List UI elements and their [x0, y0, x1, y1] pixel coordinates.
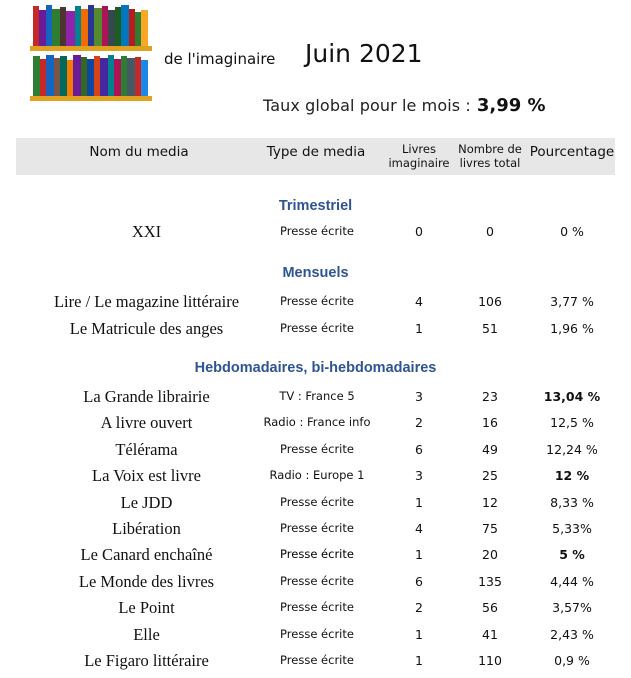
- imaginaire-count: 4: [415, 521, 423, 536]
- media-name: La Voix est livre: [92, 466, 201, 485]
- global-rate-value: 3,99 %: [476, 95, 546, 116]
- column-header-total: [456, 142, 524, 170]
- media-name: Le Monde des livres: [78, 572, 215, 591]
- percentage: 12,24 %: [546, 442, 598, 457]
- table-row: [0, 319, 631, 345]
- table-row: [0, 545, 631, 571]
- total-count: 41: [482, 627, 498, 642]
- media-type: Presse écrite: [280, 442, 354, 456]
- imaginaire-count: 2: [415, 415, 423, 430]
- column-header-total-line2: livres total: [459, 156, 521, 170]
- column-header-imaginaire-line1: Livres: [402, 142, 436, 156]
- percentage: 12,5 %: [550, 415, 594, 430]
- imaginaire-count: 1: [415, 495, 423, 510]
- section-title-mensuels: Mensuels: [282, 265, 349, 281]
- imaginaire-count: 1: [415, 547, 423, 562]
- column-header-imaginaire: [386, 142, 452, 170]
- column-header-type: Type de media: [266, 144, 366, 160]
- total-count: 106: [478, 294, 502, 309]
- imaginaire-count: 1: [415, 321, 423, 336]
- percentage: 3,57%: [552, 600, 592, 615]
- media-name: Elle: [133, 625, 160, 644]
- percentage: 12 %: [554, 468, 590, 483]
- media-name: Le JDD: [120, 493, 173, 512]
- total-count: 23: [482, 389, 498, 404]
- table-row: [0, 440, 631, 466]
- media-type: Presse écrite: [280, 495, 354, 509]
- global-rate: [263, 95, 546, 116]
- media-name: XXI: [131, 222, 162, 241]
- total-count: 75: [482, 521, 498, 536]
- table-row: [0, 466, 631, 492]
- bookshelf-logo-icon: [30, 4, 152, 102]
- column-header-total-line1: Nombre de: [458, 142, 522, 156]
- total-count: 20: [482, 547, 498, 562]
- global-rate-label: Taux global pour le mois :: [263, 96, 471, 115]
- total-count: 25: [482, 468, 498, 483]
- percentage: 3,77 %: [550, 294, 594, 309]
- table-row: [0, 598, 631, 624]
- media-name: Télérama: [115, 440, 178, 459]
- media-type: Radio : France info: [263, 415, 371, 429]
- percentage: 8,33 %: [550, 495, 594, 510]
- percentage: 0 %: [560, 224, 584, 239]
- total-count: 56: [482, 600, 498, 615]
- month-title: Juin 2021: [305, 39, 423, 68]
- column-header-percentage: Pourcentage: [529, 144, 615, 160]
- media-type: Presse écrite: [280, 574, 354, 588]
- imaginaire-count: 2: [415, 600, 423, 615]
- total-count: 135: [478, 574, 502, 589]
- imaginaire-count: 6: [415, 442, 423, 457]
- percentage: 1,96 %: [550, 321, 594, 336]
- percentage: 4,44 %: [550, 574, 594, 589]
- media-name: Libération: [112, 519, 181, 538]
- column-header-name: Nom du media: [89, 144, 189, 160]
- table-row: [0, 625, 631, 651]
- percentage: 0,9 %: [554, 653, 590, 668]
- table-row: [0, 651, 631, 677]
- media-name: Le Point: [118, 598, 175, 617]
- media-type: Radio : Europe 1: [269, 468, 365, 482]
- percentage: 2,43 %: [550, 627, 594, 642]
- media-name: Le Matricule des anges: [69, 319, 224, 338]
- column-header-imaginaire-line2: imaginaire: [388, 156, 450, 170]
- percentage: 5,33%: [552, 521, 592, 536]
- percentage: 13,04 %: [543, 389, 601, 404]
- media-name: La Grande librairie: [83, 387, 210, 406]
- imaginaire-count: 3: [415, 389, 423, 404]
- table-row: [0, 572, 631, 598]
- header-subtitle: de l'imaginaire: [164, 50, 276, 68]
- total-count: 49: [482, 442, 498, 457]
- media-type: Presse écrite: [280, 653, 354, 667]
- table-row: [0, 519, 631, 545]
- media-name: Le Figaro littéraire: [84, 651, 209, 670]
- section-title-trimestriel: Trimestriel: [278, 198, 353, 214]
- imaginaire-count: 1: [415, 653, 423, 668]
- media-name: Le Canard enchaîné: [80, 545, 213, 564]
- section-title-hebdomadaires: Hebdomadaires, bi-hebdomadaires: [194, 360, 437, 376]
- media-type: Presse écrite: [280, 294, 354, 308]
- media-type: Presse écrite: [280, 600, 354, 614]
- total-count: 51: [482, 321, 498, 336]
- imaginaire-count: 0: [415, 224, 423, 239]
- media-type: Presse écrite: [280, 321, 354, 335]
- total-count: 16: [482, 415, 498, 430]
- imaginaire-count: 3: [415, 468, 423, 483]
- media-type: Presse écrite: [280, 521, 354, 535]
- imaginaire-count: 6: [415, 574, 423, 589]
- table-row: [0, 292, 631, 318]
- imaginaire-count: 4: [415, 294, 423, 309]
- table-row: [0, 387, 631, 413]
- media-type: TV : France 5: [279, 389, 355, 403]
- table-row: [0, 493, 631, 519]
- total-count: 0: [486, 224, 494, 239]
- media-type: Presse écrite: [280, 547, 354, 561]
- total-count: 12: [482, 495, 498, 510]
- table-row: [0, 413, 631, 439]
- media-type: Presse écrite: [280, 627, 354, 641]
- imaginaire-count: 1: [415, 627, 423, 642]
- table-header: [16, 138, 615, 175]
- table-row: [0, 222, 631, 248]
- media-name: Lire / Le magazine littéraire: [53, 292, 240, 311]
- percentage: 5 %: [559, 547, 585, 562]
- media-name: A livre ouvert: [100, 413, 193, 432]
- total-count: 110: [478, 653, 502, 668]
- media-type: Presse écrite: [280, 224, 354, 238]
